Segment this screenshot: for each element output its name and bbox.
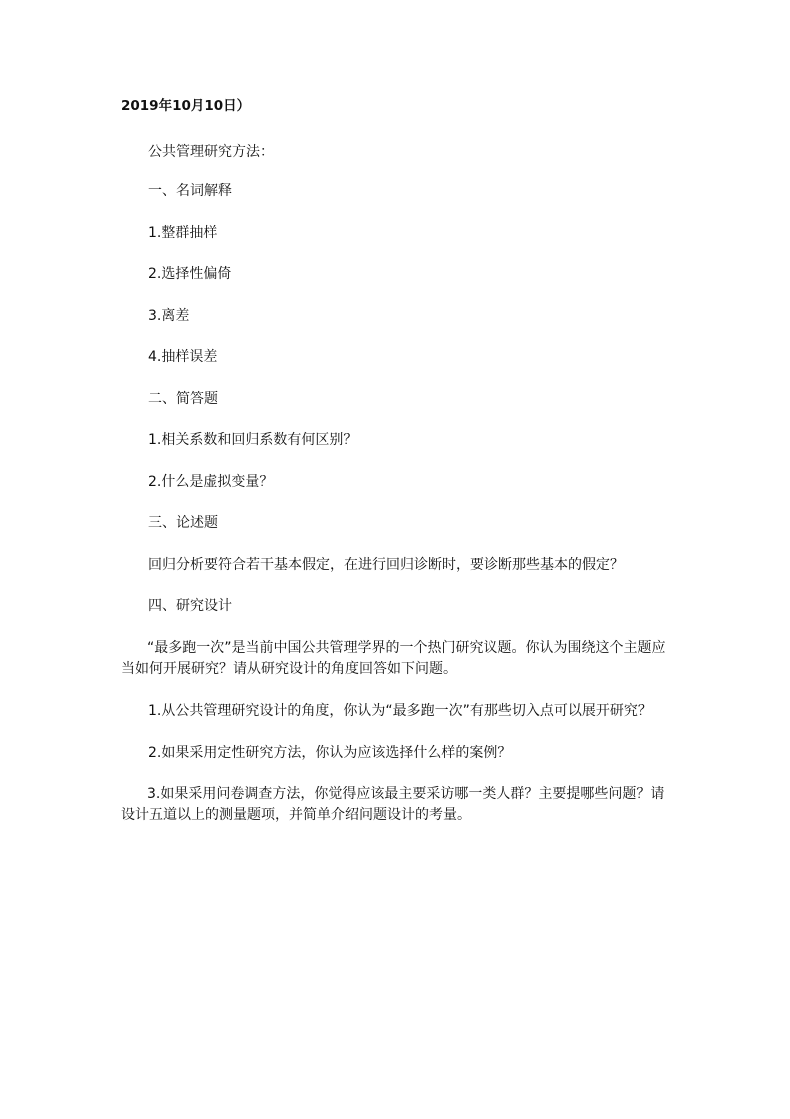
term-item: 1.整群抽样 <box>148 225 218 241</box>
section-heading-essay: 三、论述题 <box>148 515 218 531</box>
research-design-item: 2.如果采用定性研究方法，你认为应该选择什么样的案例？ <box>148 745 512 761</box>
research-design-item-long: 3.如果采用问卷调查方法，你觉得应该最主要采访哪一类人群？主要提哪些问题？请设计五道以上的测量题项，并简单介绍问题设计的考量。 <box>121 786 665 823</box>
term-item: 3.离差 <box>148 308 190 324</box>
essay-item: 回归分析要符合若干基本假定，在进行回归诊断时，要诊断那些基本的假定？ <box>148 557 624 573</box>
research-design-intro: “最多跑一次”是当前中国公共管理学界的一个热门研究议题。你认为围绕这个主题应当如何开展研究？请从研究设计的角度回答如下问题。 <box>121 640 666 677</box>
section-heading-short-answer: 二、简答题 <box>148 391 218 407</box>
term-item: 2.选择性偏倚 <box>148 266 232 282</box>
short-answer-item: 2.什么是虚拟变量？ <box>148 474 274 490</box>
term-item: 4.抽样误差 <box>148 349 218 365</box>
section-heading-terms: 一、名词解释 <box>148 183 232 199</box>
research-design-item: 1.从公共管理研究设计的角度，你认为“最多跑一次”有那些切入点可以展开研究？ <box>148 703 652 719</box>
short-answer-item: 1.相关系数和回归系数有何区别？ <box>148 432 358 448</box>
subject-title: 公共管理研究方法： <box>148 144 274 160</box>
section-heading-research-design: 四、研究设计 <box>148 598 232 614</box>
date-line: 2019年10月10日） <box>121 98 251 114</box>
